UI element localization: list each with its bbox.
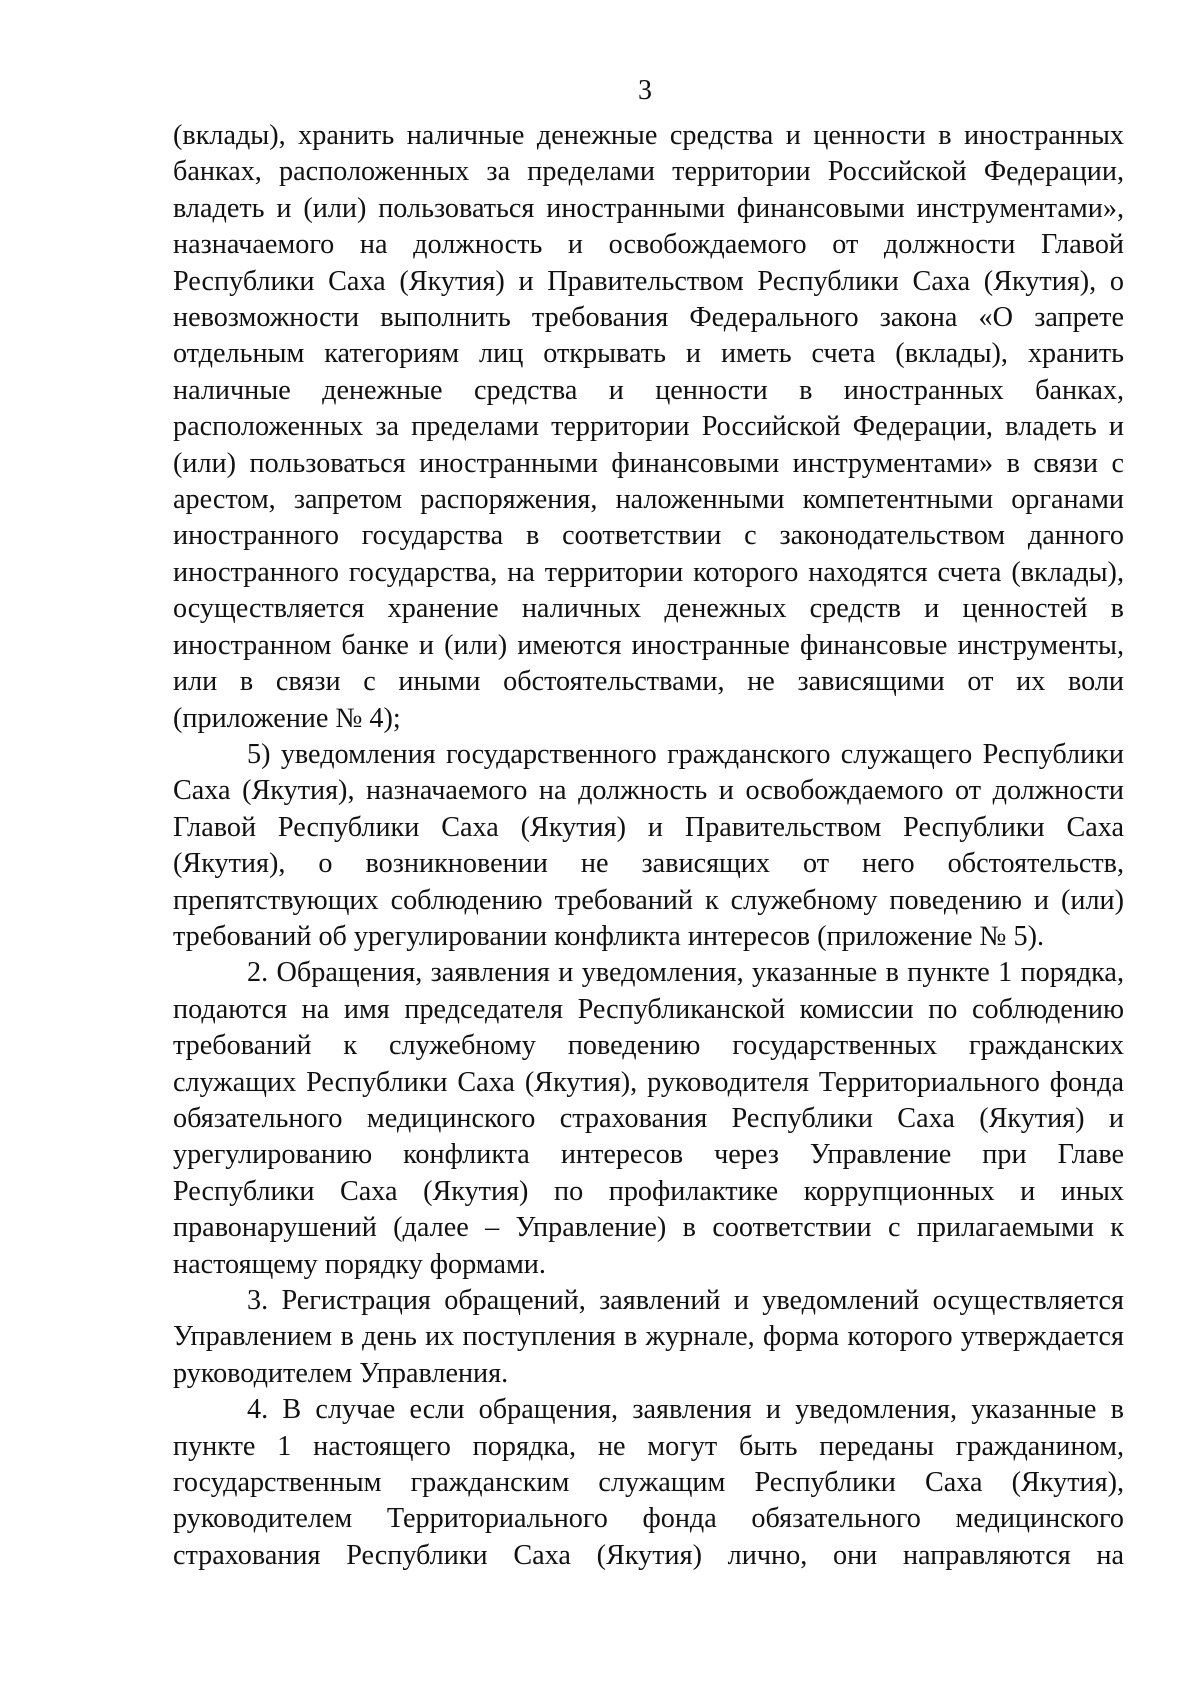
document-body — [173, 118, 1124, 1574]
paragraph-item-4: 4. В случае если обращения, заявления и уведомления, указанные в пункте 1 настоящего порядка, не могут быть переданы гражданином, государственным гражданским служащим Республики Саха (Якутия), руководителем Территориального фонда обязательного медицинского страхования Республики Саха (Якутия) лично, они направляются на — [173, 1394, 1124, 1571]
paragraph-item-3: 3. Регистрация обращений, заявлений и уведомлений осуществляется Управлением в день их поступления в журнале, форма которого утверждается руководителем Управления. — [173, 1285, 1124, 1389]
paragraph-continuation: (вклады), хранить наличные денежные средства и ценности в иностранных банках, расположенных за пределами территории Российской Федерации, владеть и (или) пользоваться иностранными финансовыми инструментами», назначаемого на должность и освобождаемого от должности Главой Республики Саха (Якутия) и Правительством Республики Саха (Якутия), о невозможности выполнить требования Федерального закона «О запрете отдельным категориям лиц открывать и иметь счета (вклады), хранить наличные денежные средства и ценности в иностранных банках, расположенных за пределами территории Российской Федерации, владеть и (или) пользоваться иностранными финансовыми инструментами» в связи с арестом, запретом распоряжения, наложенными компетентными органами иностранного государства в соответствии с законодательством данного иностранного государства, на территории которого находятся счета (вклады), осуществляется хранение наличных денежных средств и ценностей в иностранном банке и (или) имеются иностранные финансовые инструменты, или в связи с иными обстоятельствами, не зависящими от их воли (приложение № 4); — [173, 120, 1124, 734]
paragraph-item-5: 5) уведомления государственного гражданского служащего Республики Саха (Якутия), назначаемого на должность и освобождаемого от должности Главой Республики Саха (Якутия) и Правительством Республики Саха (Якутия), о возникновении не зависящих от него обстоятельств, препятствующих соблюдению требований к служебному поведению и (или) требований об урегулировании конфликта интересов (приложение № 5). — [173, 738, 1124, 952]
paragraph-item-2: 2. Обращения, заявления и уведомления, указанные в пункте 1 порядка, подаются на имя председателя Республиканской комиссии по соблюдению требований к служебному поведению государственных гражданских служащих Республики Саха (Якутия), руководителя Территориального фонда обязательного медицинского страхования Республики Саха (Якутия) и урегулированию конфликта интересов через Управление при Главе Республики Саха (Якутия) по профилактике коррупционных и иных правонарушений (далее – Управление) в соответствии с прилагаемыми к настоящему порядку формами. — [173, 957, 1124, 1280]
page-number: 3 — [638, 75, 652, 106]
